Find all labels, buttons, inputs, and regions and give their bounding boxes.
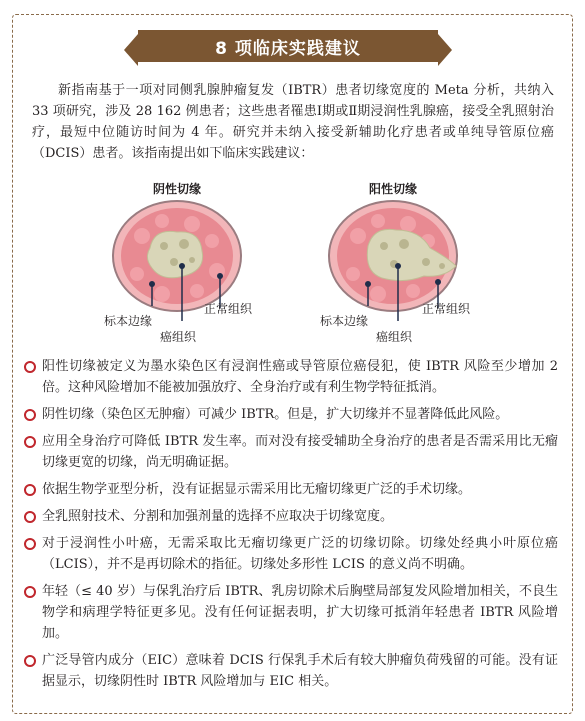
list-item: 对于浸润性小叶癌，无需采取比无瘤切缘更广泛的切缘切除。切缘处经典小叶原位癌（LCIS），并不是再切除术的指征。切缘处多形性 LCIS 的意义尚不明确。 xyxy=(22,533,558,575)
bullet-circle-icon xyxy=(24,409,36,421)
recommendation-list xyxy=(22,356,558,698)
figure-negative-margin xyxy=(92,180,292,350)
bullet-circle-icon xyxy=(24,586,36,598)
bullet-circle-icon xyxy=(24,436,36,448)
label-normal-tissue: 正常组织 xyxy=(422,302,471,316)
intro-paragraph: 新指南基于一项对同侧乳腺肿瘤复发（IBTR）患者切缘宽度的 Meta 分析，共纳入 33 项研究，涉及 28 162 例患者；这些患者罹患Ⅰ期或Ⅱ期浸润性乳腺癌，接受全乳照射治疗，最短中位随访时间为 4 年。研究并未纳入接受新辅助化疗患者或单纯导管原位癌（DCIS）患者。该指南提出如下临床实践建议： xyxy=(32,83,554,161)
list-item: 广泛导管内成分（EIC）意味着 DCIS 行保乳手术后有较大肿瘤负荷残留的可能。没有证据显示，切缘阴性时 IBTR 风险增加与 EIC 相关。 xyxy=(22,650,558,692)
list-item: 阴性切缘（染色区无肿瘤）可减少 IBTR。但是，扩大切缘并不显著降低此风险。 xyxy=(22,404,558,425)
bullet-circle-icon xyxy=(24,484,36,496)
list-item: 年轻（≤ 40 岁）与保乳治疗后 IBTR、乳房切除术后胸壁局部复发风险增加相关，不良生物学和病理学特征更多见。没有任何证据表明，扩大切缘可抵消年轻患者 IBTR 风险增加。 xyxy=(22,581,558,644)
label-specimen-margin: 标本边缘 xyxy=(320,314,369,328)
list-item: 阳性切缘被定义为墨水染色区有浸润性癌或导管原位癌侵犯，使 IBTR 风险至少增加 2 倍。这种风险增加不能被加强放疗、全身治疗或有利生物学特征抵消。 xyxy=(22,356,558,398)
page-title: 8 项临床实践建议 xyxy=(138,30,438,62)
figure-title: 阴性切缘 xyxy=(152,182,201,196)
label-tumor-tissue: 癌组织 xyxy=(376,330,413,344)
label-tumor-tissue: 癌组织 xyxy=(160,330,197,344)
bullet-circle-icon xyxy=(24,538,36,550)
label-specimen-margin: 标本边缘 xyxy=(104,314,153,328)
figure-title: 阳性切缘 xyxy=(368,182,417,196)
list-item: 依据生物学亚型分析，没有证据显示需采用比无瘤切缘更广泛的手术切缘。 xyxy=(22,479,558,500)
bullet-circle-icon xyxy=(24,361,36,373)
list-item: 应用全身治疗可降低 IBTR 发生率。而对没有接受辅助全身治疗的患者是否需采用比无瘤切缘更宽的切缘，尚无明确证据。 xyxy=(22,431,558,473)
figure-positive-margin xyxy=(308,180,508,350)
bullet-circle-icon xyxy=(24,511,36,523)
bullet-circle-icon xyxy=(24,655,36,667)
list-item: 全乳照射技术、分割和加强剂量的选择不应取决于切缘宽度。 xyxy=(22,506,558,527)
label-normal-tissue: 正常组织 xyxy=(204,302,253,316)
